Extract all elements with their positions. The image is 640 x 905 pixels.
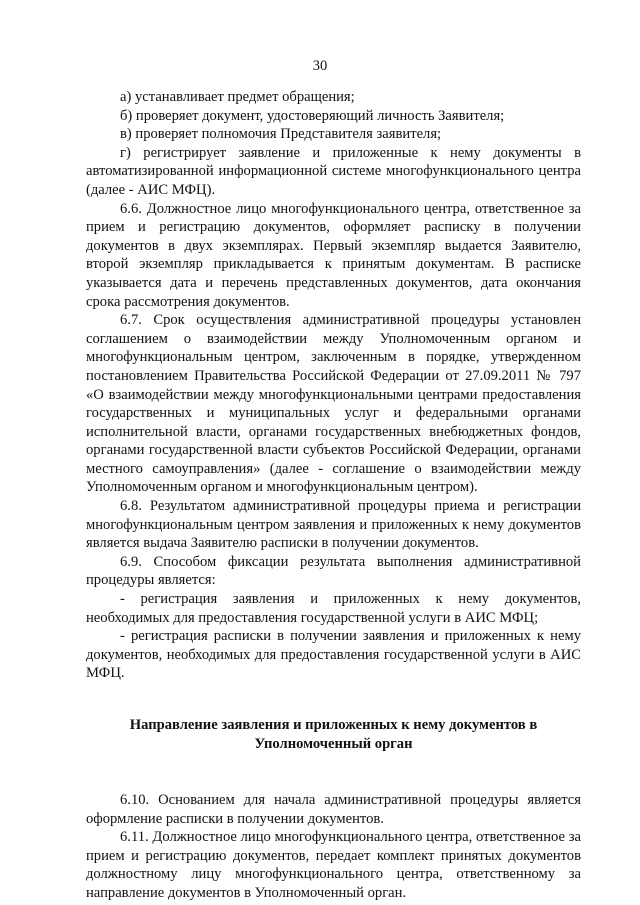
paragraph-6-8: 6.8. Результатом административной процедуры приема и регистрации многофункциональным центром заявления и приложенных к нему документов является выдача Заявителю расписки в получении документов.	[86, 498, 581, 552]
paragraph-6-7: 6.7. Срок осуществления административной процедуры установлен соглашением о взаимодействии между Уполномоченным органом и многофункциональным центром, заключенным в порядке, утвержденном постановлением Правительства Российской Федерации от 27.09.2011 № 797 «О взаимодействии между многофункциональными центрами предоставления государственных и муниципальных услуг и федеральными органами исполнительной власти, органами государственных внебюджетных фондов, органами государственной власти субъектов Российской Федерации, органами местного самоуправления» (далее - соглашение о взаимодействии между Уполномоченным органом и многофункциональным центром).	[86, 312, 581, 496]
document-body	[86, 88, 581, 903]
paragraph-item-c: в) проверяет полномочия Представителя заявителя;	[120, 126, 442, 143]
paragraph-6-10: 6.10. Основанием для начала административной процедуры является оформление расписки в получении документов.	[86, 792, 581, 827]
list-item: - регистрация расписки в получении заявления и приложенных к нему документов, необходимых для предоставления государственной услуги в АИС МФЦ.	[86, 628, 581, 682]
page-number: 30	[312, 58, 328, 74]
paragraph-item-b: б) проверяет документ, удостоверяющий личность Заявителя;	[120, 107, 505, 124]
section-heading: Направление заявления и приложенных к нему документов в Уполномоченный орган	[129, 717, 538, 752]
paragraph-6-6: 6.6. Должностное лицо многофункционального центра, ответственное за прием и регистрацию документов, оформляет расписку в получении документов в двух экземплярах. Первый экземпляр выдается Заявителю, второй экземпляр прикладывается к принятым документам. В расписке указывается дата и перечень представленных документов, дата окончания срока рассмотрения документов.	[86, 200, 581, 310]
paragraph-item-d: г) регистрирует заявление и приложенные к нему документы в автоматизированной информационной системе многофункционального центра (далее - АИС МФЦ).	[86, 144, 581, 198]
list-item: - регистрация заявления и приложенных к нему документов, необходимых для предоставления государственной услуги в АИС МФЦ;	[86, 591, 581, 626]
paragraph-6-9: 6.9. Способом фиксации результата выполнения административной процедуры является:	[86, 553, 581, 589]
paragraph-item-a: а) устанавливает предмет обращения;	[120, 89, 355, 105]
paragraph-6-11: 6.11. Должностное лицо многофункционального центра, ответственное за прием и регистрацию документов, передает комплект принятых документов должностному лицу многофункционального центра, ответственному за направление документов в Уполномоченный орган.	[86, 829, 581, 901]
